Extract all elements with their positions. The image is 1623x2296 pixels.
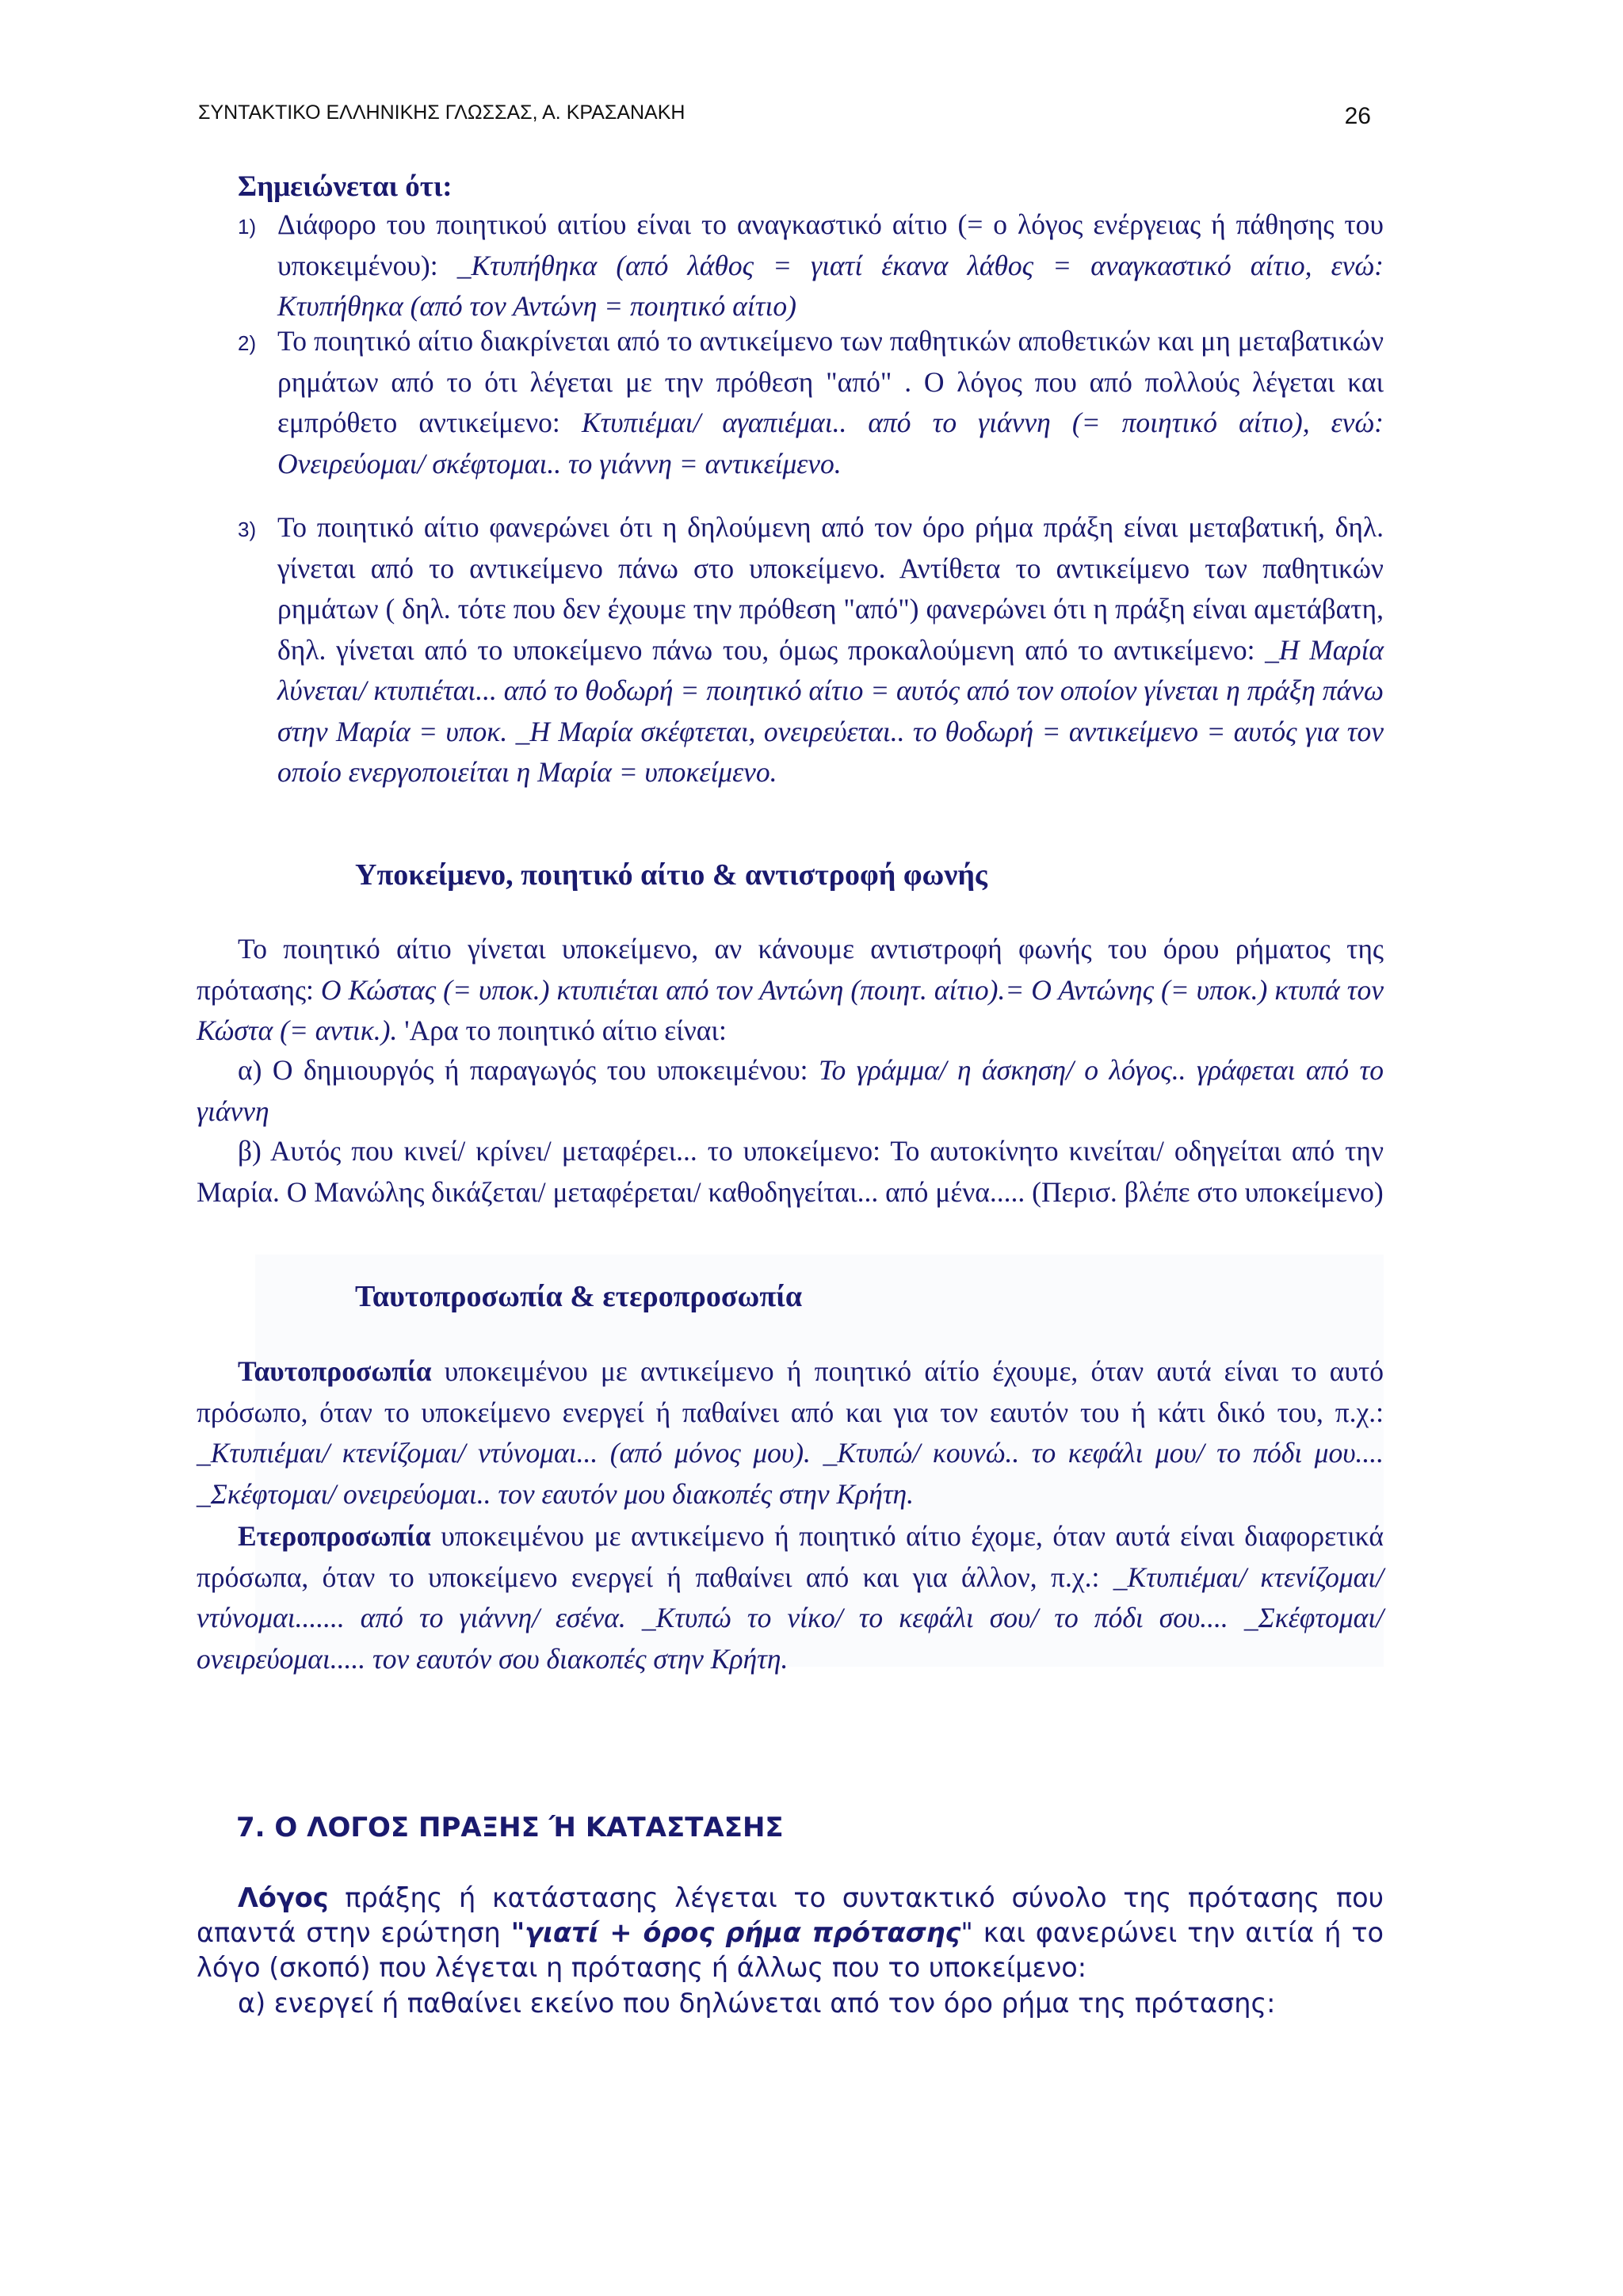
identity-paragraph: Ταυτοπροσωπία υποκειμένου με αντικείμενο ή ποιητικό αίτίο έχουμε, όταν αυτά είναι το αυτό πρόσωπο, όταν το υποκείμενο ενεργεί ή παθαίνει από και για τον εαυτόν του ή κάτι δικό του, π.χ.: _Κτυπιέμαι/ κτενίζομαι/ ντύνομαι... (από μόνος μου). _Κτυπώ/ κουνώ.. το κεφάλι μου/ το πόδι μου.... _Σκέφτομαι/ ονειρεύομαι.. τον εαυτόν μου διακοπές στην Κρήτη.	[197, 1355, 1384, 1510]
section-heading-identity: Ταυτοπροσωπία & ετεροπροσωπία	[355, 1280, 803, 1313]
section-7-point-a: α) ενεργεί ή παθαίνει εκείνο που δηλώνεται από τον όρο ρήμα της πρότασης:	[238, 1988, 1276, 2019]
voice-point-a: α) Ο δημιουργός ή παραγωγός του υποκειμένου: Το γράμμα/ η άσκηση/ ο λόγος.. γράφεται από το γιάννη	[197, 1054, 1384, 1127]
section-heading-voice: Υποκείμενο, ποιητικό αίτιο & αντιστροφή φωνής	[355, 858, 987, 892]
note-text: Το ποιητικό αίτιο φανερώνει ότι η δηλούμενη από τον όρο ρήμα πράξη είναι μεταβατική, δηλ. γίνεται από το αντικείμενο πάνω στο υποκείμενο. Αντίθετα το αντικείμενο των παθητικών ρημάτων ( δηλ. τότε που δεν έχουμε την πρόθεση "από") φανερώνει ότι η πράξη είναι αμετάβατη, δηλ. γίνεται από το υποκείμενο πάνω του, όμως προκαλούμενη από το αντικείμενο: _Η Μαρία λύνεται/ κτυπιέται... από το θοδωρή = ποιητικό αίτιο = αυτός από τον οποίον γίνεται η πράξη πάνω στην Μαρία = υποκ. _Η Μαρία σκέφτεται, ονειρεύεται.. το θοδωρή = αντικείμενο = αυτός για τον οποίο ενεργοποιείται η Μαρία = υποκείμενο.	[277, 511, 1384, 788]
page-header	[198, 95, 1371, 135]
question-phrase: "γιατί + όρος ρήμα πρότασης	[510, 1917, 961, 1948]
term-logos: Λόγος	[238, 1882, 329, 1913]
note-text: Το ποιητικό αίτιο διακρίνεται από το αντικείμενο των παθητικών αποθετικών και μη μεταβατικών ρημάτων από το ότι λέγεται με την πρόθεση "από" . Ο λόγος που από πολλούς λέγεται και εμπρόθετο αντικείμενο: Κτυπιέμαι/ αγαπιέμαι.. από το γιάννη (= ποιητικό αίτιο), ενώ: Ονειρεύομαι/ σκέφτομαι.. το γιάννη = αντικείμενο.	[277, 325, 1384, 479]
notes-heading: Σημειώνεται ότι:	[238, 170, 453, 203]
note-number: 3)	[238, 518, 257, 541]
voice-paragraph: Το ποιητικό αίτιο γίνεται υποκείμενο, αν κάνουμε αντιστροφή φωνής του όρου ρήματος της πρότασης: Ο Κώστας (= υποκ.) κτυπιέται από τον Αντώνη (ποιητ. αίτιο).= Ο Αντώνης (= υποκ.) κτυπά τον Κώστα (= αντικ.). 'Αρα το ποιητικό αίτιο είναι:	[197, 933, 1384, 1046]
term-heteroprosopia: Ετεροπροσωπία	[238, 1520, 431, 1552]
term-tautoprosopia: Ταυτοπροσωπία	[238, 1355, 432, 1387]
heteroprosopia-paragraph: Ετεροπροσωπία υποκειμένου με αντικείμενο ή ποιητικό αίτιο έχομε, όταν αυτά είναι διαφορετικά πρόσωπα, όταν το υποκείμενο ενεργεί ή παθαίνει από και για άλλον, π.χ.: _Κτυπιέμαι/ κτενίζομαι/ ντύνομαι....... από το γιάννη/ εσένα. _Κτυπώ το νίκο/ το κεφάλι σου/ το πόδι σου.... _Σκέφτομαι/ ονειρεύομαι..... τον εαυτόν σου διακοπές στην Κρήτη.	[197, 1520, 1384, 1675]
page-number: 26	[1344, 103, 1371, 129]
note-number: 1)	[238, 215, 257, 239]
note-number: 2)	[238, 331, 257, 355]
section-7-paragraph: Λόγος πράξης ή κατάστασης λέγεται το συντακτικό σύνολο της πρότασης που απαντά στην ερώτηση "γιατί + όρος ρήμα πρότασης" και φανερώνει την αιτία ή το λόγο (σκοπό) που λέγεται η πρότασης ή άλλως που το υποκείμενο:	[197, 1882, 1384, 1983]
note-text: Διάφορο του ποιητικού αιτίου είναι το αναγκαστικό αίτιο (= ο λόγος ενέργειας ή πάθησης του υποκειμένου): _Κτυπήθηκα (από λάθος = γιατί έκανα λάθος = αναγκαστικό αίτιο, ενώ: Κτυπήθηκα (από τον Αντώνη = ποιητικό αίτιο)	[277, 208, 1384, 322]
document-title: ΣΥΝΤΑΚΤΙΚΟ ΕΛΛΗΝΙΚΗΣ ΓΛΩΣΣΑΣ, Α. ΚΡΑΣΑΝΑΚΗ	[198, 101, 685, 124]
note-example: _Η Μαρία λύνεται/ κτυπιέται... από το θοδωρή = ποιητικό αίτιο = αυτός από τον οποίον γίνεται η πράξη πάνω στην Μαρία = υποκ. _Η Μαρία σκέφτεται, ονειρεύεται.. το θοδωρή = αντικείμενο = αυτός για τον οποίο ενεργοποιείται η Μαρία = υποκείμενο.	[277, 633, 1384, 788]
voice-point-b: β) Αυτός που κινεί/ κρίνει/ μεταφέρει... το υποκείμενο: Το αυτοκίνητο κινείται/ οδηγείται από την Μαρία. Ο Μανώλης δικάζεται/ μεταφέρεται/ καθοδηγείται... από μένα..... (Περισ. βλέπε στο υποκείμενο)	[197, 1135, 1384, 1208]
note-example: _Κτυπήθηκα (από λάθος = γιατί έκανα λάθος = αναγκαστικό αίτιο, ενώ: Κτυπήθηκα (από τον Αντώνη = ποιητικό αίτιο)	[277, 249, 1384, 322]
note-example: Κτυπιέμαι/ αγαπιέμαι.. από το γιάννη (= ποιητικό αίτιο), ενώ: Ονειρεύομαι/ σκέφτομαι.. το γιάννη = αντικείμενο.	[277, 407, 1384, 479]
section-heading-7: 7. Ο ΛΟΓΟΣ ΠΡΑΞΗΣ Ή ΚΑΤΑΣΤΑΣΗΣ	[236, 1812, 784, 1843]
